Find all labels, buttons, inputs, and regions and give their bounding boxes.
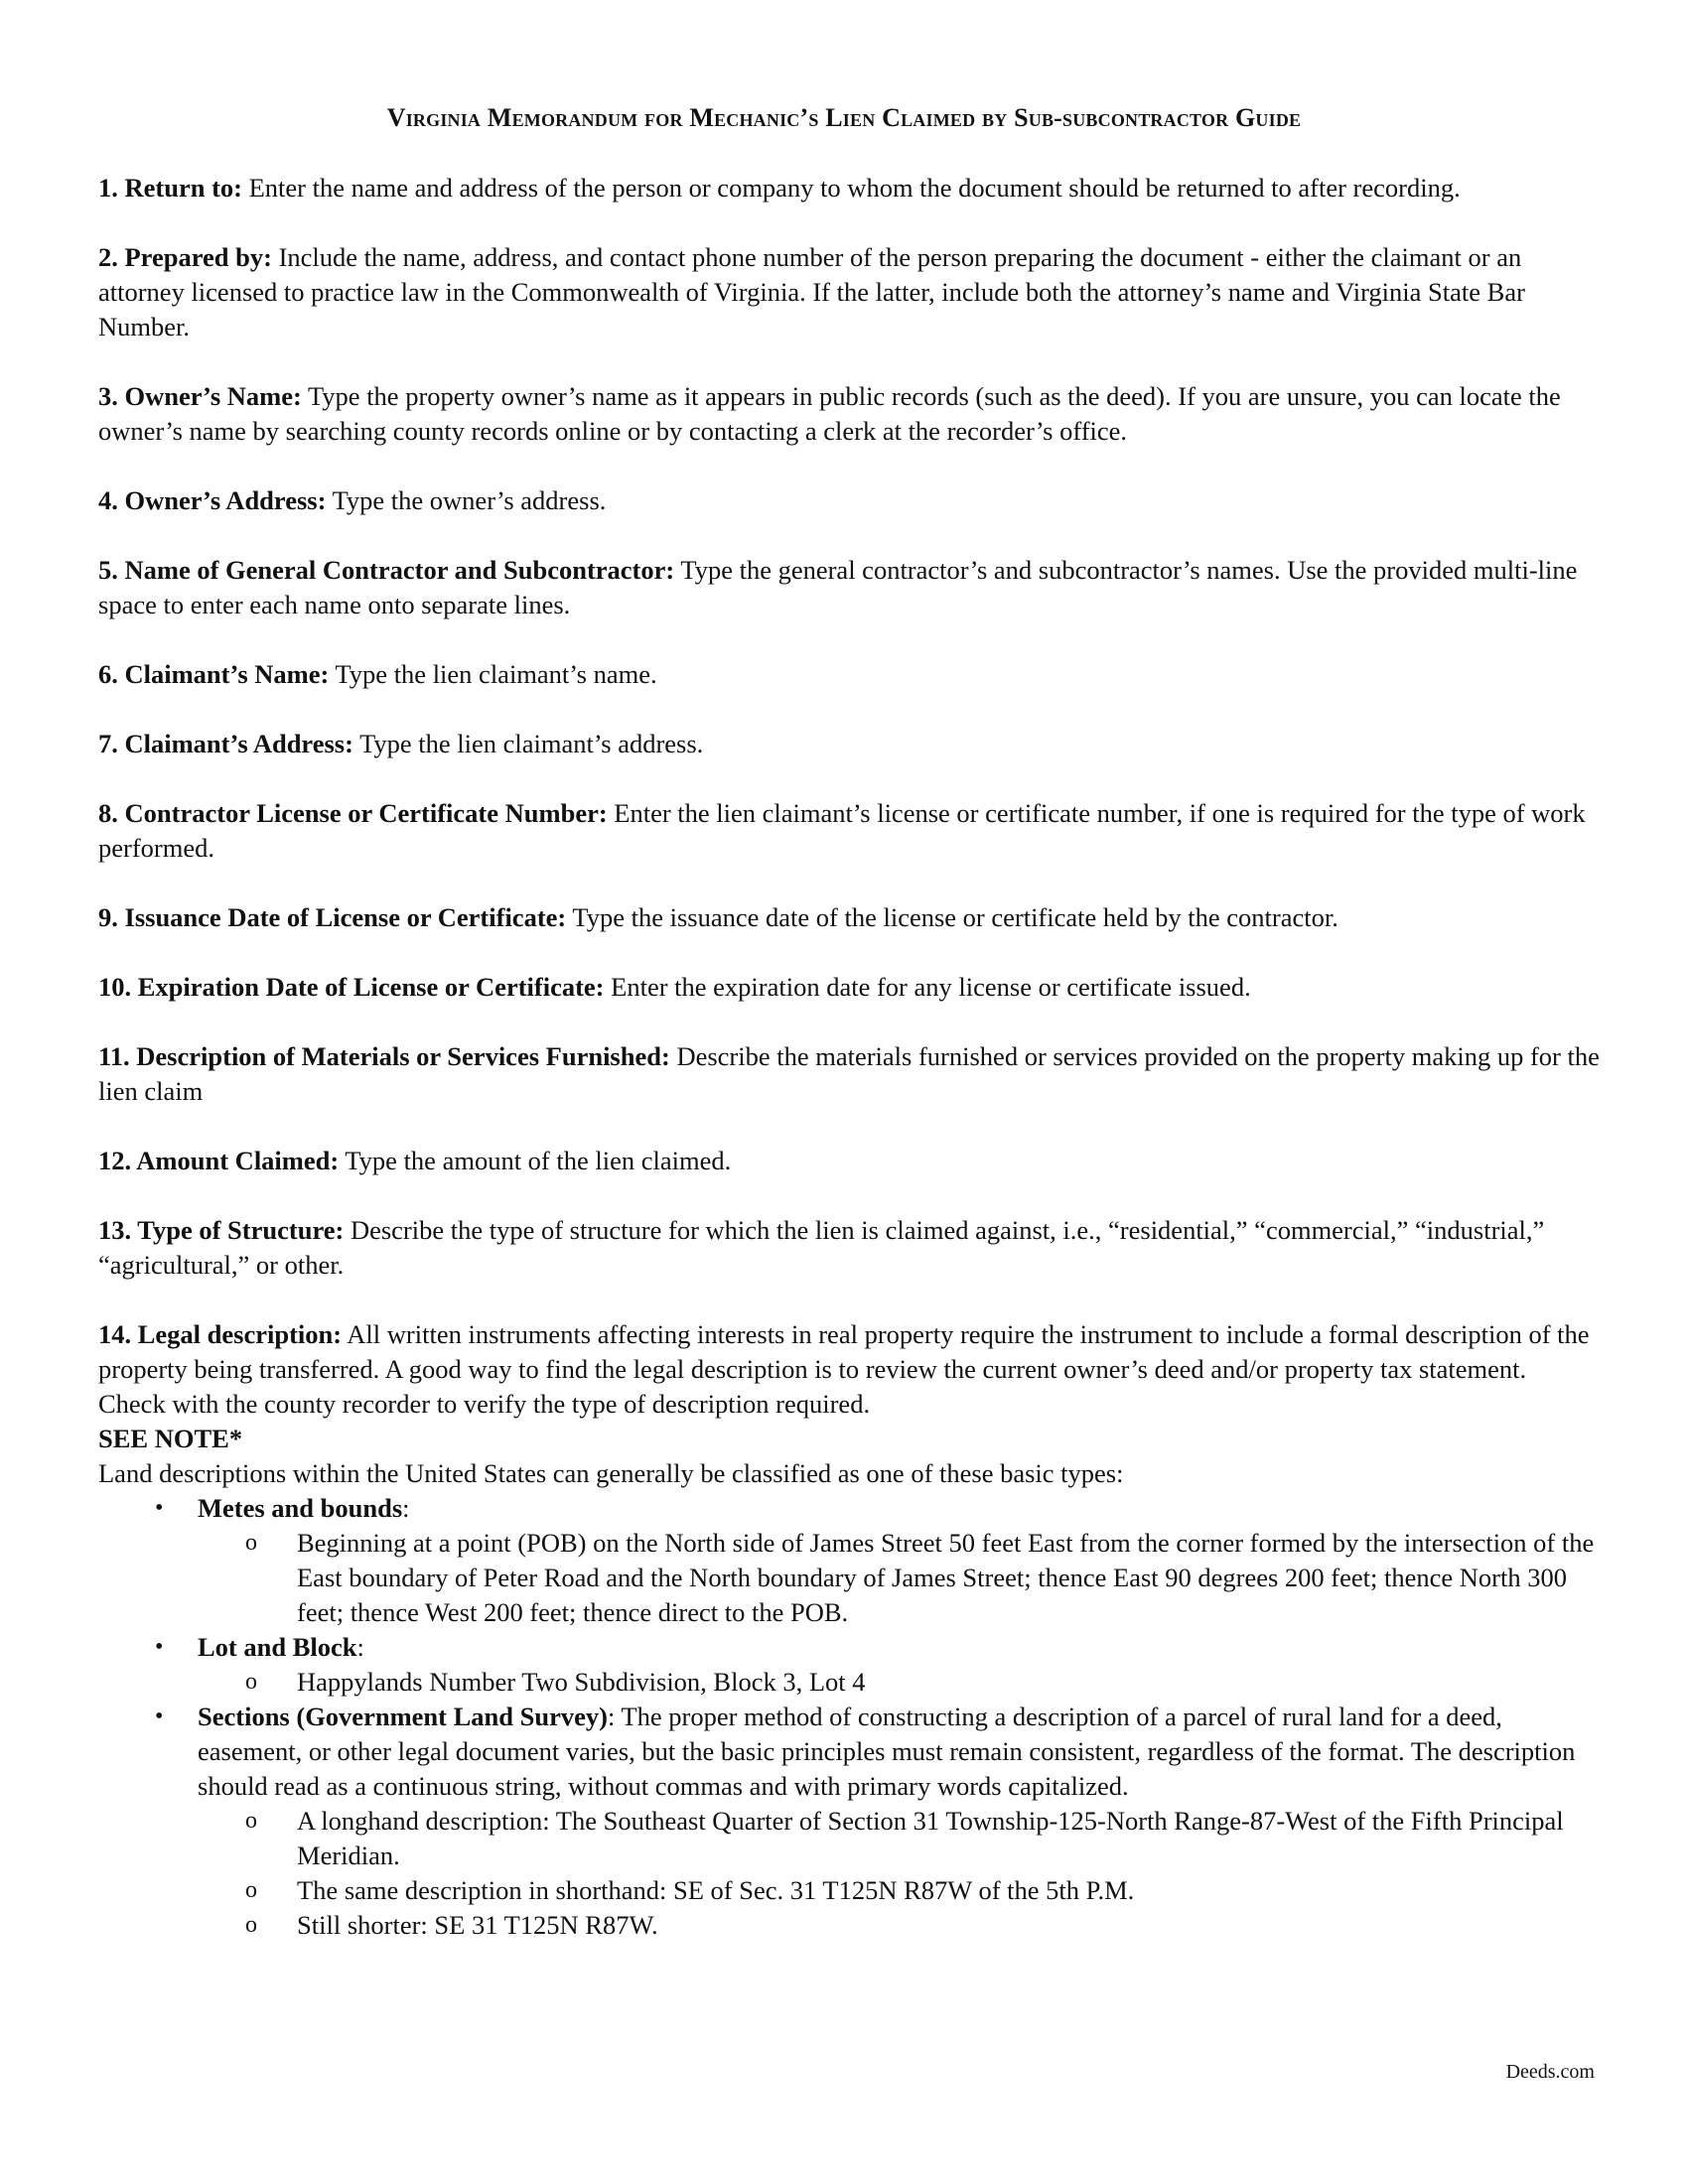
land-types-intro: Land descriptions within the United States can generally be classified as one of these basic types: — [98, 1458, 1124, 1488]
land-type-label: Metes and bounds — [198, 1493, 403, 1523]
footer-brand: Deeds.com — [1505, 2061, 1595, 2083]
example-text: Still shorter: SE 31 T125N R87W. — [297, 1910, 658, 1940]
circle-bullet-icon: o — [245, 1530, 257, 1556]
example-text: A longhand description: The Southeast Quarter of Section 31 Township-125-North Range-87-West of the Fifth Principal Meridian. — [297, 1806, 1564, 1870]
item-text: Type the owner’s address. — [326, 485, 607, 515]
item-label: 6. Claimant’s Name: — [98, 659, 330, 689]
item-text: Type the issuance date of the license or certificate held by the contractor. — [566, 902, 1338, 932]
example-text: The same description in shorthand: SE of Sec. 31 T125N R87W of the 5th P.M. — [297, 1875, 1135, 1905]
item-owner-address — [98, 483, 1600, 518]
item-text: Describe the materials furnished or services provided on the property making up for the lien claim — [98, 1041, 1600, 1106]
item-label: 14. Legal description: — [98, 1319, 343, 1349]
example-item — [98, 1526, 1600, 1630]
example-item — [98, 1665, 1600, 1700]
circle-bullet-icon: o — [245, 1912, 257, 1938]
see-note-label: SEE NOTE* — [98, 1424, 243, 1453]
guide-content — [98, 171, 1600, 1943]
circle-bullet-icon: o — [245, 1808, 257, 1834]
item-issuance-date — [98, 900, 1600, 935]
item-label: 13. Type of Structure: — [98, 1215, 345, 1245]
example-text: Beginning at a point (POB) on the North side of James Street 50 feet East from the corner formed by the intersection of the East boundary of Peter Road and the North boundary of James Street; thence East 90 degrees 200 feet; thence North 300 feet; thence West 200 feet; thence direct to the POB. — [297, 1528, 1595, 1627]
land-type-lot-and-block — [98, 1630, 1600, 1700]
legal-description-paragraph — [98, 1317, 1600, 1422]
item-text: Type the property owner’s name as it appears in public records (such as the deed). If you are unsure, you can locate the owner’s name by searching county records online or by contacting a clerk at the recorder’s office. — [98, 381, 1561, 446]
land-type-label: Sections (Government Land Survey) — [198, 1702, 608, 1731]
bullet-icon: • — [155, 1704, 164, 1729]
land-type-suffix: : — [356, 1632, 364, 1662]
item-claimant-name — [98, 657, 1600, 692]
item-expiration-date — [98, 970, 1600, 1005]
item-label: 7. Claimant’s Address: — [98, 729, 353, 758]
item-text: Type the amount of the lien claimed. — [339, 1146, 732, 1175]
item-label: 9. Issuance Date of License or Certificate: — [98, 902, 567, 932]
item-owner-name — [98, 379, 1600, 449]
example-list — [198, 1665, 1600, 1700]
item-prepared-by — [98, 240, 1600, 344]
item-label: 11. Description of Materials or Services Furnished: — [98, 1041, 670, 1071]
document-title: Virginia Memorandum for Mechanic’s Lien Claimed by Sub-subcontractor Guide — [386, 103, 1302, 132]
land-type-suffix: : The proper method of constructing a description of a parcel of rural land for a deed, easement, or other legal document varies, but the basic principles must remain consistent, regardless of the format. The description should read as a continuous string, without commas and with primary words capitalized. — [198, 1702, 1576, 1801]
item-text: Enter the name and address of the person or company to whom the document should be returned to after recording. — [242, 173, 1461, 203]
land-type-list — [98, 1491, 1600, 1943]
item-return-to — [98, 171, 1600, 205]
item-label: 2. Prepared by: — [98, 242, 272, 272]
item-text: All written instruments affecting interests in real property require the instrument to include a formal description of the property being transferred. A good way to find the legal description is to review the current owner’s deed and/or property tax statement. Check with the county recorder to verify the type of description required. — [98, 1319, 1590, 1419]
item-label: 10. Expiration Date of License or Certificate: — [98, 972, 605, 1002]
example-text: Happylands Number Two Subdivision, Block 3, Lot 4 — [297, 1667, 866, 1697]
item-text: Include the name, address, and contact phone number of the person preparing the document - either the claimant or an attorney licensed to practice law in the Commonwealth of Virginia. If the latter, include both the attorney’s name and Virginia State Bar Number. — [98, 242, 1525, 341]
example-item — [98, 1804, 1600, 1873]
example-item — [98, 1908, 1600, 1943]
item-label: 4. Owner’s Address: — [98, 485, 327, 515]
example-list — [198, 1804, 1600, 1943]
item-license-number — [98, 796, 1600, 866]
bullet-icon: • — [155, 1495, 164, 1521]
item-label: 1. Return to: — [98, 173, 242, 203]
item-label: 8. Contractor License or Certificate Number: — [98, 798, 608, 828]
item-text: Enter the expiration date for any license or certificate issued. — [604, 972, 1251, 1002]
example-item — [98, 1873, 1600, 1908]
item-text: Describe the type of structure for which the lien is claimed against, i.e., “residential,” “commercial,” “industrial,” “agricultural,” or other. — [98, 1215, 1545, 1280]
see-note — [98, 1422, 1600, 1456]
land-type-label: Lot and Block — [198, 1632, 357, 1662]
item-label: 12. Amount Claimed: — [98, 1146, 340, 1175]
item-legal-description — [98, 1317, 1600, 1943]
land-type-sections — [98, 1700, 1600, 1943]
bullet-icon: • — [155, 1634, 164, 1660]
item-amount-claimed — [98, 1144, 1600, 1178]
item-claimant-address — [98, 727, 1600, 761]
item-label: 3. Owner’s Name: — [98, 381, 302, 411]
item-contractor-names — [98, 553, 1600, 622]
item-text: Type the lien claimant’s name. — [329, 659, 657, 689]
land-type-metes-and-bounds — [98, 1491, 1600, 1630]
item-text: Type the lien claimant’s address. — [352, 729, 704, 758]
item-text: Enter the lien claimant’s license or certificate number, if one is required for the type of work performed. — [98, 798, 1586, 863]
item-materials-description — [98, 1039, 1600, 1109]
circle-bullet-icon: o — [245, 1877, 257, 1903]
item-structure-type — [98, 1213, 1600, 1283]
circle-bullet-icon: o — [245, 1669, 257, 1695]
example-list — [198, 1526, 1600, 1630]
item-label: 5. Name of General Contractor and Subcontractor: — [98, 555, 675, 585]
item-text: Type the general contractor’s and subcontractor’s names. Use the provided multi-line space to enter each name onto separate lines. — [98, 555, 1578, 619]
land-type-suffix: : — [402, 1493, 410, 1523]
